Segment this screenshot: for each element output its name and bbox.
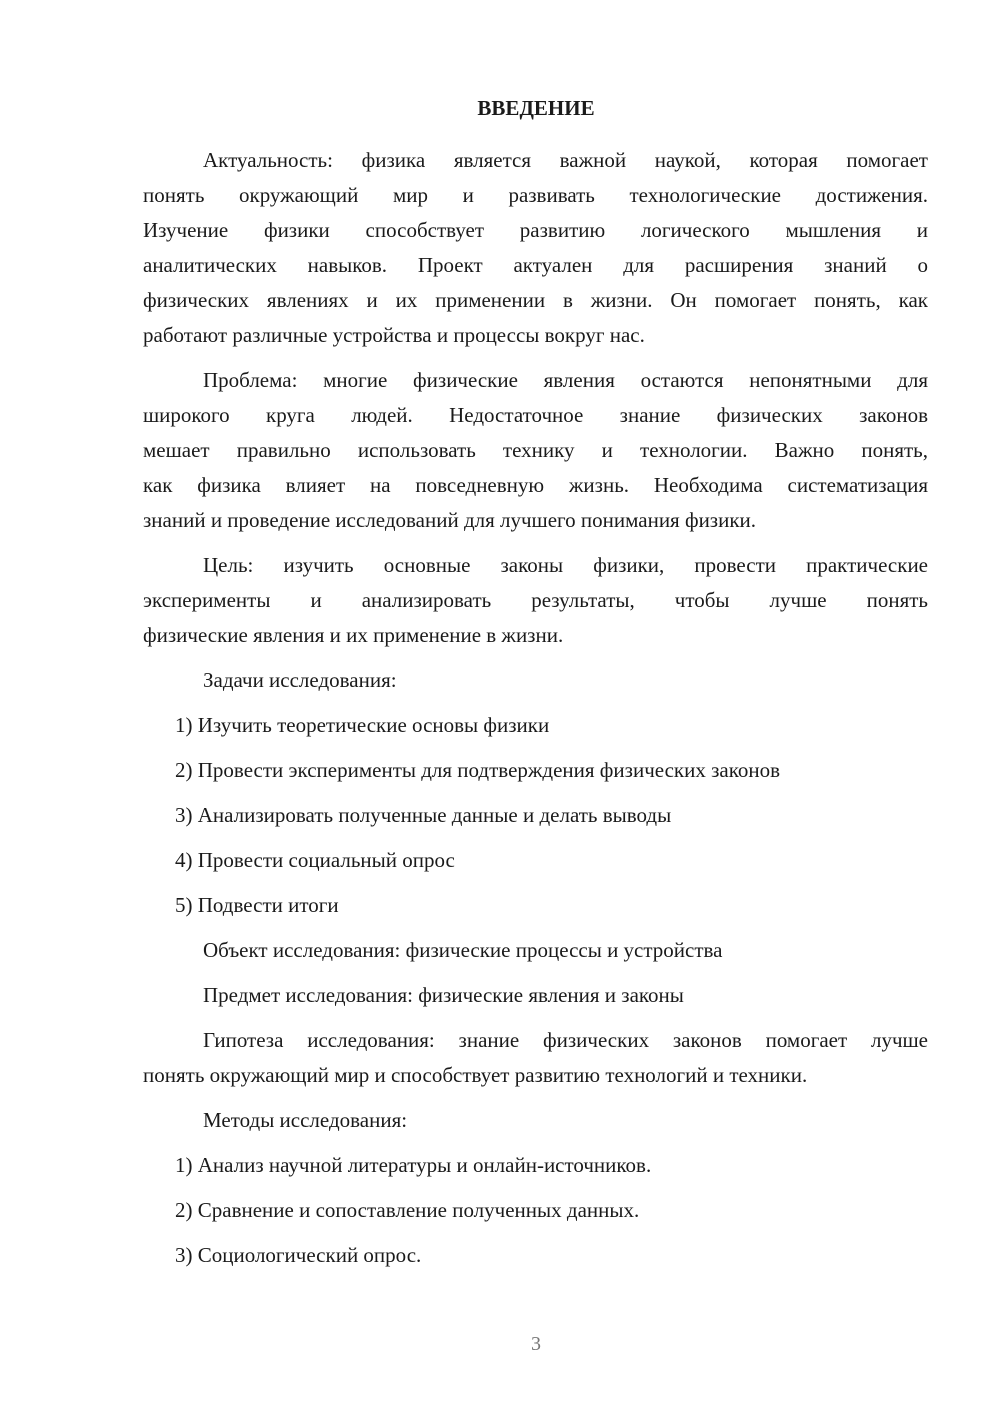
- text-line: Изучение физики способствует развитию логического мышления и: [143, 218, 928, 242]
- list-item: 3) Анализировать полученные данные и делать выводы: [175, 803, 672, 827]
- paragraph-relevance: [143, 143, 928, 353]
- text-line: мешает правильно использовать технику и технологии. Важно понять,: [143, 438, 928, 462]
- text-line: Гипотеза исследования: знание физических законов помогает лучше: [203, 1028, 928, 1052]
- list-item: 1) Анализ научной литературы и онлайн-источников.: [175, 1153, 652, 1177]
- document-body: [143, 143, 928, 1273]
- text-line: аналитических навыков. Проект актуален для расширения знаний о: [143, 253, 928, 277]
- text-line: работают различные устройства и процессы вокруг нас.: [143, 323, 645, 347]
- text-line: Цель: изучить основные законы физики, провести практические: [203, 553, 928, 577]
- tasks-heading: Задачи исследования:: [203, 668, 397, 692]
- methods-heading: Методы исследования:: [203, 1108, 408, 1132]
- paragraph-problem: [143, 363, 928, 538]
- research-object: Объект исследования: физические процессы и устройства: [203, 938, 723, 962]
- list-item: 3) Социологический опрос.: [175, 1243, 422, 1267]
- list-item: 4) Провести социальный опрос: [175, 848, 455, 872]
- text-line: понять окружающий мир и развивать технологические достижения.: [143, 183, 928, 207]
- text-line: физические явления и их применение в жизни.: [143, 623, 564, 647]
- list-item: 2) Сравнение и сопоставление полученных данных.: [175, 1198, 640, 1222]
- page-number: 3: [531, 1333, 541, 1355]
- list-item: 1) Изучить теоретические основы физики: [175, 713, 550, 737]
- paragraph-goal: [143, 548, 928, 653]
- list-item: 2) Провести эксперименты для подтверждения физических законов: [175, 758, 781, 782]
- text-line: Актуальность: физика является важной наукой, которая помогает: [203, 148, 928, 172]
- page-title: ВВЕДЕНИЕ: [477, 96, 595, 120]
- text-line: широкого круга людей. Недостаточное знание физических законов: [143, 403, 928, 427]
- text-line: физических явлениях и их применении в жизни. Он помогает понять, как: [143, 288, 928, 312]
- text-line: эксперименты и анализировать результаты, чтобы лучше понять: [143, 588, 928, 612]
- list-item: 5) Подвести итоги: [175, 893, 339, 917]
- text-line: знаний и проведение исследований для лучшего понимания физики.: [143, 508, 757, 532]
- text-line: Проблема: многие физические явления остаются непонятными для: [203, 368, 928, 392]
- paragraph-hypothesis: [143, 1023, 928, 1093]
- text-line: понять окружающий мир и способствует развитию технологий и техники.: [143, 1063, 808, 1087]
- text-line: как физика влияет на повседневную жизнь. Необходима систематизация: [143, 473, 928, 497]
- research-subject: Предмет исследования: физические явления и законы: [203, 983, 684, 1007]
